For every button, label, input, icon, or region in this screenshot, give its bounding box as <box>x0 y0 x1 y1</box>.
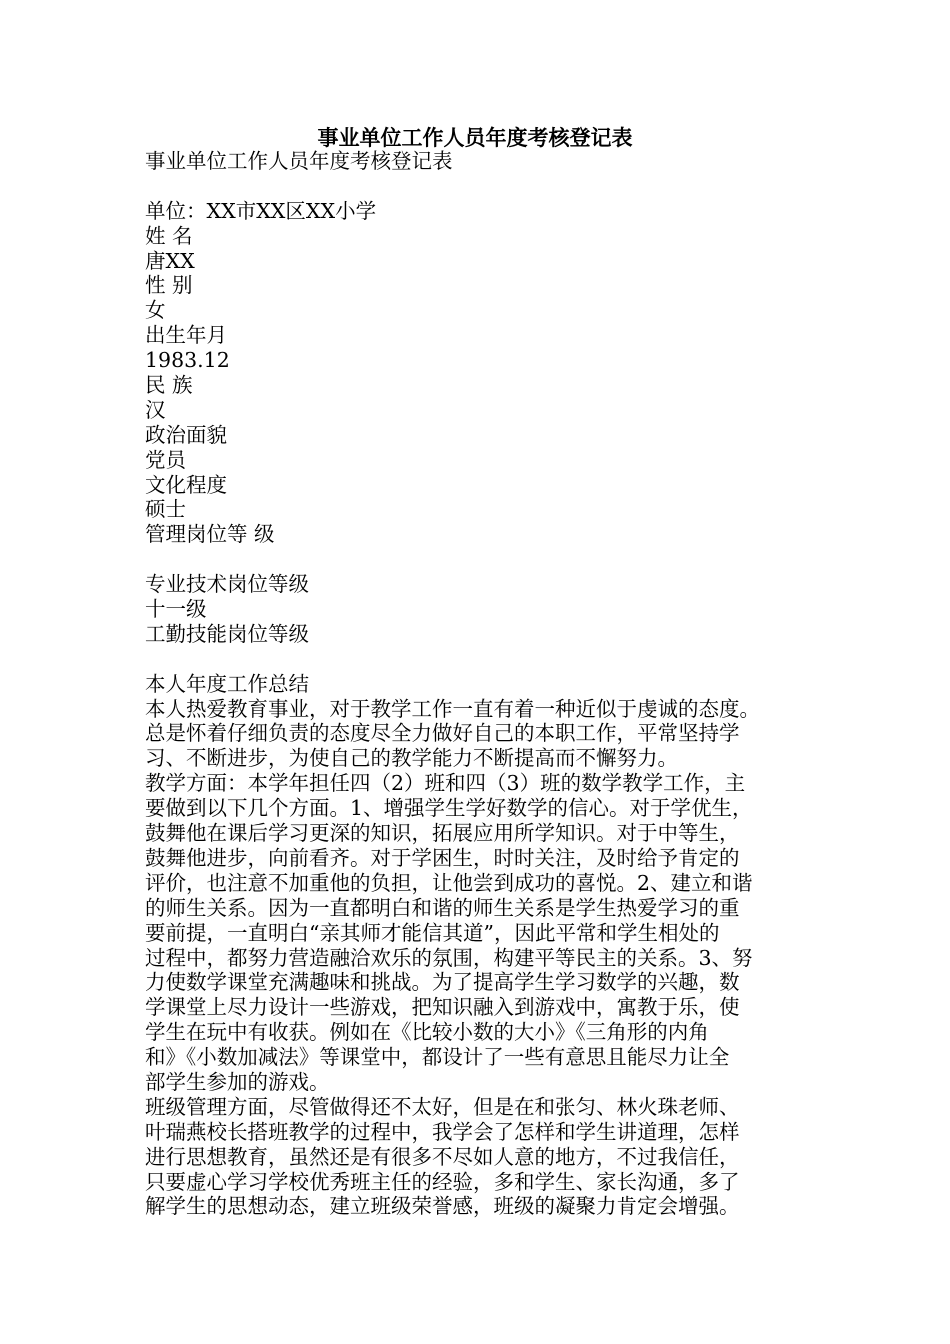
political-label: 政治面貌 <box>145 422 227 447</box>
gender-value: 女 <box>145 298 166 323</box>
summary-line: 教学方面：本学年担任四（2）班和四（3）班的数学教学工作，主 <box>145 771 746 796</box>
gender-label: 性 别 <box>145 273 193 298</box>
birth-value: 1983.12 <box>145 348 230 373</box>
blank-line <box>145 647 815 672</box>
summary-line: 总是怀着仔细负责的态度尽全力做好自己的本职工作，平常坚持学 <box>145 721 740 746</box>
summary-paragraph-1 <box>145 697 815 772</box>
blank-line <box>145 174 815 199</box>
summary-line: 鼓舞他进步，向前看齐。对于学困生，时时关注，及时给予肯定的 <box>145 845 740 870</box>
summary-line: 过程中，都努力营造融洽欢乐的氛围，构建平等民主的关系。3、努 <box>145 945 753 970</box>
summary-line: 叶瑞燕校长搭班教学的过程中，我学会了怎样和学生讲道理，怎样 <box>145 1119 740 1144</box>
summary-line: 班级管理方面，尽管做得还不太好，但是在和张匀、林火珠老师、 <box>145 1094 740 1119</box>
summary-line: 要前提，一直明白“亲其师才能信其道”，因此平常和学生相处的 <box>145 920 720 945</box>
summary-line: 要做到以下几个方面。1、增强学生学好数学的信心。对于学优生， <box>145 796 753 821</box>
summary-line: 部学生参加的游戏。 <box>145 1069 330 1094</box>
summary-line: 本人热爱教育事业，对于教学工作一直有着一种近似于虔诚的态度。 <box>145 696 760 721</box>
blank-line <box>145 547 815 572</box>
political-value: 党员 <box>145 447 186 472</box>
summary-heading: 本人年度工作总结 <box>145 671 309 696</box>
summary-line: 只要虚心学习学校优秀班主任的经验，多和学生、家长沟通，多了 <box>145 1169 740 1194</box>
unit-line: 单位：XX市XX区XX小学 <box>145 198 377 223</box>
summary-line: 习、不断进步，为使自己的教学能力不断提高而不懈努力。 <box>145 746 678 771</box>
name-label: 姓 名 <box>145 223 193 248</box>
document-title: 事业单位工作人员年度考核登记表 <box>317 125 633 150</box>
summary-line: 评价，也注意不加重他的负担，让他尝到成功的喜悦。2、建立和谐 <box>145 870 753 895</box>
ethnicity-label: 民 族 <box>145 373 193 398</box>
education-label: 文化程度 <box>145 472 227 497</box>
management-label: 管理岗位等 级 <box>145 522 275 547</box>
worker-label: 工勤技能岗位等级 <box>145 621 309 646</box>
name-value: 唐XX <box>145 248 195 273</box>
summary-line: 的师生关系。因为一直都明白和谐的师生关系是学生热爱学习的重 <box>145 895 740 920</box>
summary-line: 进行思想教育，虽然还是有很多不尽如人意的地方，不过我信任， <box>145 1144 740 1169</box>
summary-line: 学课堂上尽力设计一些游戏，把知识融入到游戏中，寓教于乐，使 <box>145 995 740 1020</box>
document-body <box>145 149 815 1219</box>
professional-value: 十一级 <box>145 597 207 622</box>
professional-label: 专业技术岗位等级 <box>145 572 309 597</box>
summary-line: 和》《小数加减法》等课堂中，都设计了一些有意思且能尽力让全 <box>145 1045 730 1070</box>
education-value: 硕士 <box>145 497 186 522</box>
summary-line: 解学生的思想动态，建立班级荣誉感，班级的凝聚力肯定会增强。 <box>145 1194 740 1219</box>
summary-paragraph-class-management <box>145 1095 815 1219</box>
summary-line: 力使数学课堂充满趣味和挑战。为了提高学生学习数学的兴趣，数 <box>145 970 740 995</box>
document-subtitle: 事业单位工作人员年度考核登记表 <box>145 149 453 173</box>
summary-line: 鼓舞他在课后学习更深的知识，拓展应用所学知识。对于中等生， <box>145 821 740 846</box>
summary-line: 学生在玩中有收获。例如在《比较小数的大小》《三角形的内角 <box>145 1020 709 1045</box>
birth-label: 出生年月 <box>145 323 227 348</box>
summary-paragraph-teaching <box>145 771 815 1095</box>
ethnicity-value: 汉 <box>145 397 166 422</box>
